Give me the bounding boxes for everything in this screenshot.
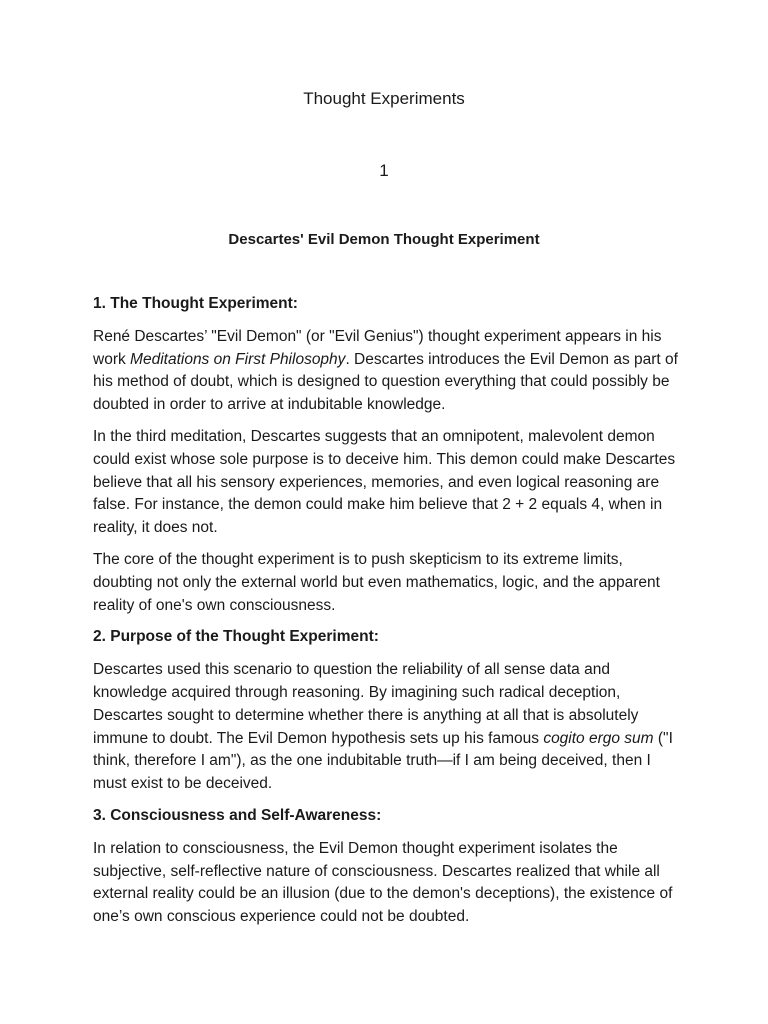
text-run: Descartes used this scenario to question the reliability of all sense data and knowledge acquired through reasoning. By imagining such radical deception, Descartes sought to determine whether there is anything at all that is absolutely immune to doubt. The Evil Demon hypothesis sets up his famous xyxy=(93,661,639,747)
paragraph: In the third meditation, Descartes suggests that an omnipotent, malevolent demon could exist whose sole purpose is to deceive him. This demon could make Descartes believe that all his sensory experiences, memories, and even logical reasoning are false. For instance, the demon could make him believe that 2 + 2 equals 4, when in reality, it does not. xyxy=(93,427,676,537)
section-heading: 1. The Thought Experiment: xyxy=(93,295,298,312)
paragraph: In relation to consciousness, the Evil Demon thought experiment isolates the subjective, self-reflective nature of consciousness. Descartes realized that while all external reality could be an illusion (due to the demon's deceptions), the existence of one’s own conscious experience could not be doubted. xyxy=(93,839,673,926)
document-title: Descartes' Evil Demon Thought Experiment xyxy=(228,231,540,248)
text-run: René Descartes’ "Evil Demon" (or "Evil Genius") thought experiment appears in his work xyxy=(93,327,662,368)
document-body xyxy=(93,293,683,938)
paragraph xyxy=(93,659,683,796)
italic-phrase: cogito ergo sum xyxy=(543,729,654,747)
text-run: ("I think, therefore I am"), as the one indubitable truth—if I am being deceived, then I must exist to be deceived. xyxy=(93,729,673,793)
text-run: . Descartes introduces the Evil Demon as part of his method of doubt, which is designed to question everything that could possibly be doubted in order to arrive at indubitable knowledge. xyxy=(93,350,678,414)
paragraph xyxy=(93,326,683,417)
section-heading: 3. Consciousness and Self-Awareness: xyxy=(93,806,382,824)
italic-title: Meditations on First Philosophy xyxy=(130,350,346,368)
running-header: Thought Experiments xyxy=(303,89,465,108)
page-number: 1 xyxy=(379,161,389,180)
section-heading: 2. Purpose of the Thought Experiment: xyxy=(93,628,379,646)
paragraph: The core of the thought experiment is to push skepticism to its extreme limits, doubting not only the external world but even mathematics, logic, and the apparent reality of one's own consciousness. xyxy=(93,550,660,614)
